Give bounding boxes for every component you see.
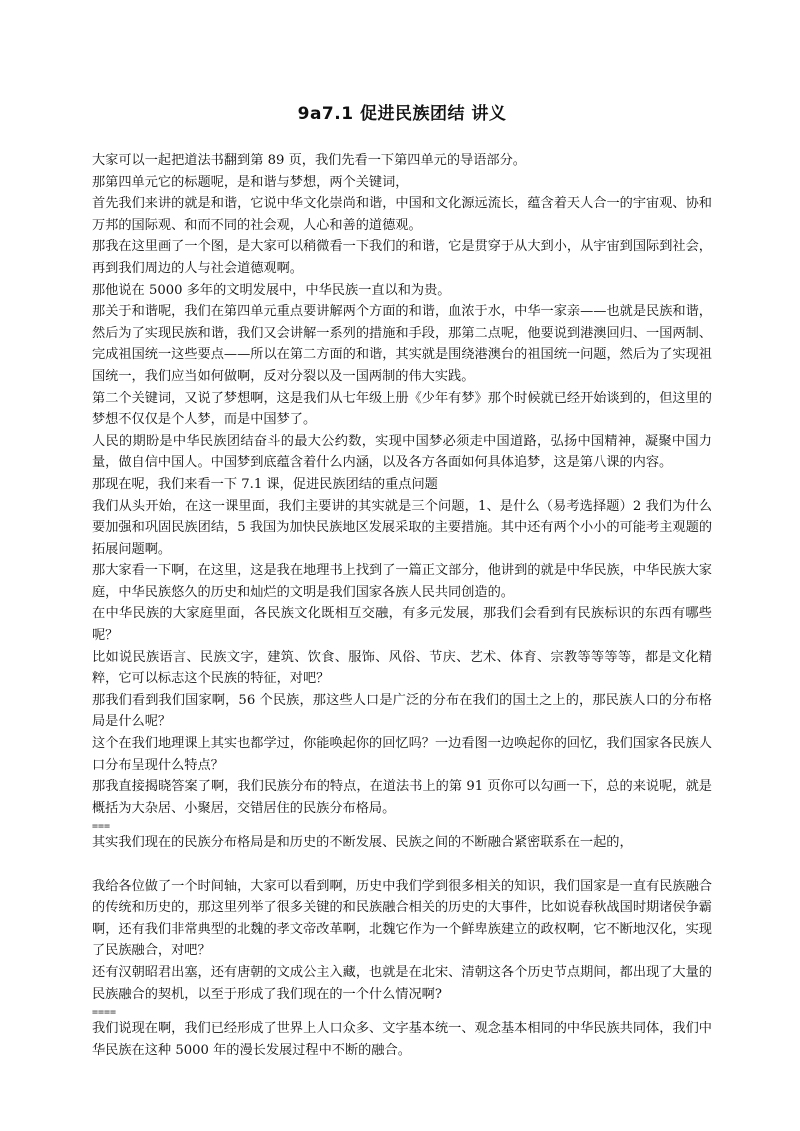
paragraph: 那我们看到我们国家啊，56 个民族，那这些人口是广泛的分布在我们的国土之上的，那民族人口的分布格局是什么呢？	[92, 692, 712, 730]
paragraph: 第二个关键词，又说了梦想啊，这是我们从七年级上册《少年有梦》那个时候就已经开始谈到的，但这里的梦想不仅仅是个人梦，而是中国梦了。	[92, 390, 712, 428]
paragraph: 比如说民族语言、民族文字，建筑、饮食、服饰、风俗、节庆、艺术、体育、宗教等等等等，都是文化精粹，它可以标志这个民族的特征，对吧？	[92, 649, 712, 687]
paragraph: 其实我们现在的民族分布格局是和历史的不断发展、民族之间的不断融合紧密联系在一起的，	[92, 835, 633, 851]
paragraph: 那第四单元它的标题呢，是和谐与梦想，两个关键词，	[92, 174, 409, 190]
section-separator: ===	[92, 821, 111, 833]
blank-line	[92, 854, 712, 876]
paragraph: 我给各位做了一个时间轴，大家可以看到啊，历史中我们学到很多相关的知识，我们国家是一直有民族融合的传统和历史的，那这里列举了很多关键的和民族融合相关的历史的大事件，比如说春秋战国时期诸侯争霸啊，还有我们非常典型的北魏的孝文帝改革啊，北魏它作为一个鲜卑族建立的政权啊，它不断地汉化，实现了民族融合，对吧？	[92, 878, 712, 959]
paragraph: 那大家看一下啊，在这里，这是我在地理书上找到了一篇正文部分，他讲到的就是中华民族，中华民族大家庭，中华民族悠久的历史和灿烂的文明是我们国家各族人民共同创造的。	[92, 563, 712, 600]
section-separator: ====	[92, 1007, 117, 1019]
paragraph: 在中华民族的大家庭里面，各民族文化既相互交融，有多元发展，那我们会看到有民族标识的东西有哪些呢？	[92, 606, 712, 644]
paragraph: 我们从头开始，在这一课里面，我们主要讲的其实就是三个问题，1、是什么（易考选择题）2 我们为什么要加强和巩固民族团结，5 我国为加快民族地区发展采取的主要措施。其中还有两个小小的可能考主观题的拓展问题啊。	[92, 498, 712, 557]
paragraph: 还有汉朝昭君出塞，还有唐朝的文成公主入藏，也就是在北宋、清朝这各个历史节点期间，都出现了大量的民族融合的契机，以至于形成了我们现在的一个什么情况啊?	[92, 964, 712, 1002]
paragraph: 那他说在 5000 多年的文明发展中，中华民族一直以和为贵。	[92, 282, 451, 298]
paragraph: 那关于和谐呢，我们在第四单元重点要讲解两个方面的和谐，血浓于水，中华一家亲——也就是民族和谐，然后为了实现民族和谐，我们又会讲解一系列的措施和手段，那第二点呢，他要说到港澳回归、一国两制、完成祖国统一这些要点——所以在第二方面的和谐，其实就是围绕港澳台的祖国统一问题，然后为了实现祖国统一，我们应当如何做啊，反对分裂以及一国两制的伟大实践。	[92, 304, 712, 384]
paragraph: 人民的期盼是中华民族团结奋斗的最大公约数，实现中国梦必须走中国道路，弘扬中国精神，凝聚中国力量，做自信中国人。中国梦到底蕴含着什么内涵，以及各方各面如何具体追梦，这是第八课的内容。	[92, 433, 712, 471]
paragraph: 首先我们来讲的就是和谐，它说中华文化崇尚和谐，中国和文化源远流长，蕴含着天人合一的宇宙观、协和万邦的国际观、和而不同的社会观，人心和善的道德观。	[92, 196, 712, 233]
paragraph: 我们说现在啊，我们已经形成了世界上人口众多、文字基本统一、观念基本相同的中华民族共同体，我们中华民族在这种 5000 年的漫长发展过程中不断的融合。	[92, 1021, 712, 1058]
paragraph: 那我直接揭晓答案了啊，我们民族分布的特点，在道法书上的第 91 页你可以勾画一下，总的来说呢，就是概括为大杂居、小聚居，交错居住的民族分布格局。	[92, 779, 712, 816]
paragraph: 大家可以一起把道法书翻到第 89 页，我们先看一下第四单元的导语部分。	[92, 153, 526, 168]
document-title: 9a7.1 促进民族团结 讲义	[297, 104, 507, 124]
paragraph: 这个在我们地理课上其实也都学过，你能唤起你的回忆吗？一边看图一边唤起你的回忆，我们国家各民族人口分布呈现什么特点？	[92, 736, 712, 773]
paragraph: 那现在呢，我们来看一下 7.1 课，促进民族团结的重点问题	[92, 476, 438, 492]
paragraph: 那我在这里画了一个图，是大家可以稍微看一下我们的和谐，它是贯穿于从大到小，从宇宙到国际到社会，再到我们周边的人与社会道德观啊。	[92, 239, 712, 276]
document-body	[92, 150, 712, 1061]
